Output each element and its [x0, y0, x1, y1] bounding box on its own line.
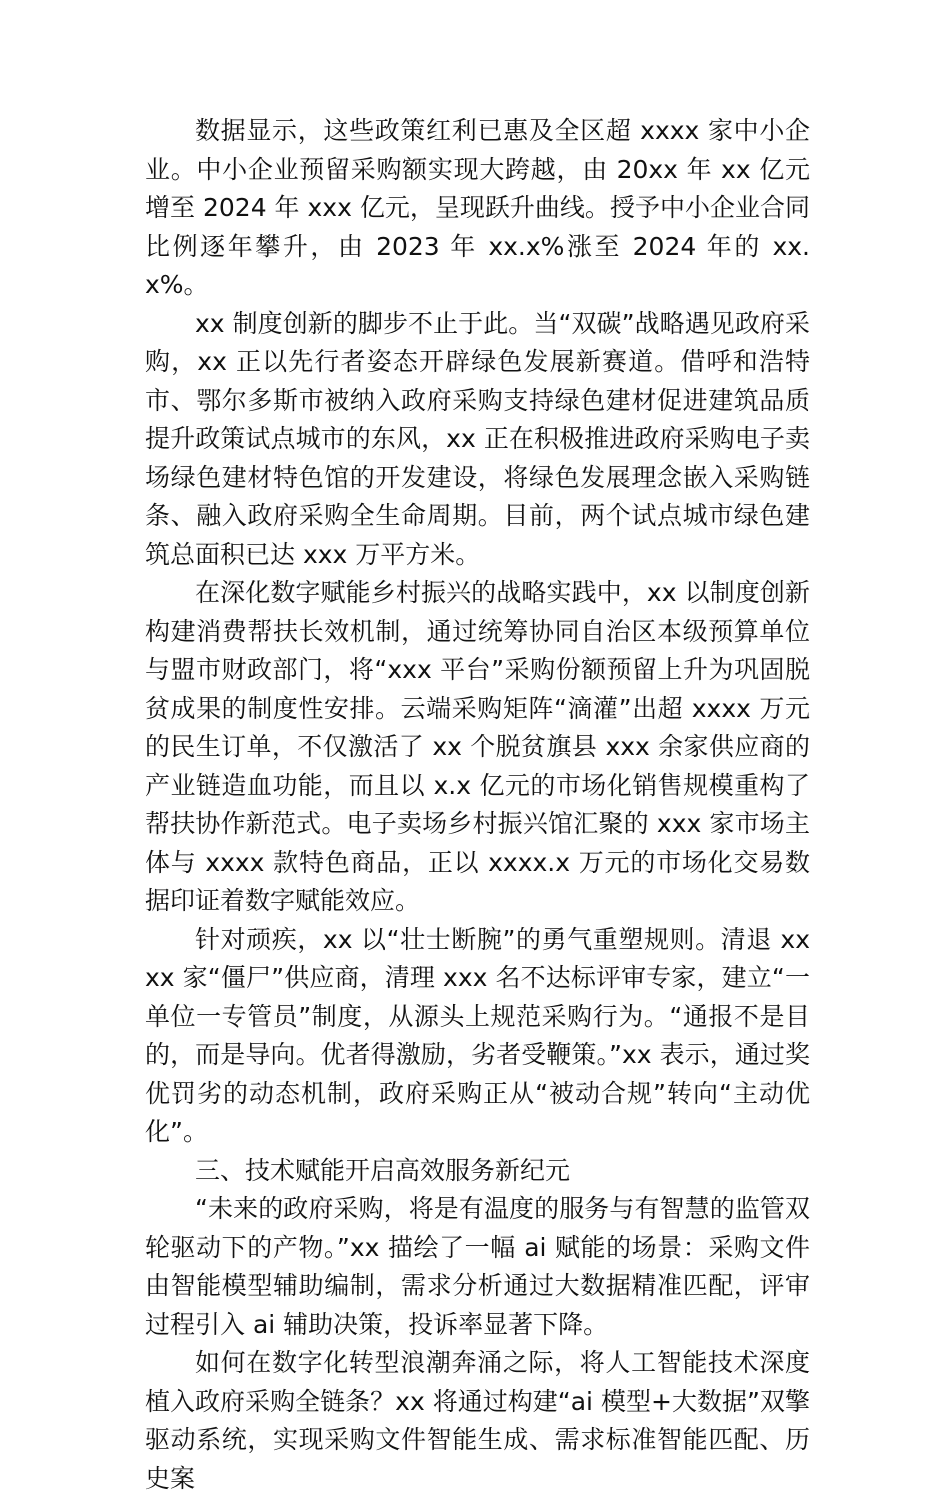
paragraph-green-procurement: xx 制度创新的脚步不止于此。当“双碳”战略遇见政府采购，xx 正以先行者姿态开辟绿色发展新赛道。借呼和浩特市、鄂尔多斯市被纳入政府采购支持绿色建材促进建筑品质提升政策试点城市的东风，xx 正在积极推进政府采购电子卖场绿色建材特色馆的开发建设，将绿色发展理念嵌入采购链条、融入政府采购全生命周期。目前，两个试点城市绿色建筑总面积已达 xxx 万平方米。 [145, 308, 810, 569]
document-page [145, 112, 810, 1498]
paragraph-sme-data: 数据显示，这些政策红利已惠及全区超 xxxx 家中小企业。中小企业预留采购额实现大跨越，由 20xx 年 xx 亿元增至 2024 年 xxx 亿元，呈现跃升曲线。授予中小企业合同比例逐年攀升，由 2023 年 xx.x%涨至 2024 年的 xx.x%。 [145, 116, 810, 299]
paragraph-rural-revitalization: 在深化数字赋能乡村振兴的战略实践中，xx 以制度创新构建消费帮扶长效机制，通过统筹协同自治区本级预算单位与盟市财政部门，将“xxx 平台”采购份额预留上升为巩固脱贫成果的制度性安排。云端采购矩阵“滴灌”出超 xxxx 万元的民生订单，不仅激活了 xx 个脱贫旗县 xxx 余家供应商的产业链造血功能，而且以 x.x 亿元的市场化销售规模重构了帮扶协作新范式。电子卖场乡村振兴馆汇聚的 xxx 家市场主体与 xxxx 款特色商品，正以 xxxx.x 万元的市场化交易数据印证着数字赋能效应。 [145, 578, 810, 915]
section-heading: 三、技术赋能开启高效服务新纪元 [195, 1155, 571, 1185]
paragraph-rule-reform: 针对顽疾，xx 以“壮士断腕”的勇气重塑规则。清退 xxxx 家“僵尸”供应商，清理 xxx 名不达标评审专家，建立“一单位一专管员”制度，从源头上规范采购行为。“通报不是目的，而是导向。优者得激励，劣者受鞭策。”xx 表示，通过奖优罚劣的动态机制，政府采购正从“被动合规”转向“主动优化”。 [145, 924, 810, 1146]
paragraph-future-vision: “未来的政府采购，将是有温度的服务与有智慧的监管双轮驱动下的产物。”xx 描绘了一幅 ai 赋能的场景：采购文件由智能模型辅助编制，需求分析通过大数据精准匹配，评审过程引入 ai 辅助决策，投诉率显著下降。 [145, 1194, 810, 1339]
paragraph-ai-integration: 如何在数字化转型浪潮奔涌之际，将人工智能技术深度植入政府采购全链条？xx 将通过构建“ai 模型+大数据”双擎驱动系统，实现采购文件智能生成、需求标准智能匹配、历史案 [145, 1348, 810, 1493]
